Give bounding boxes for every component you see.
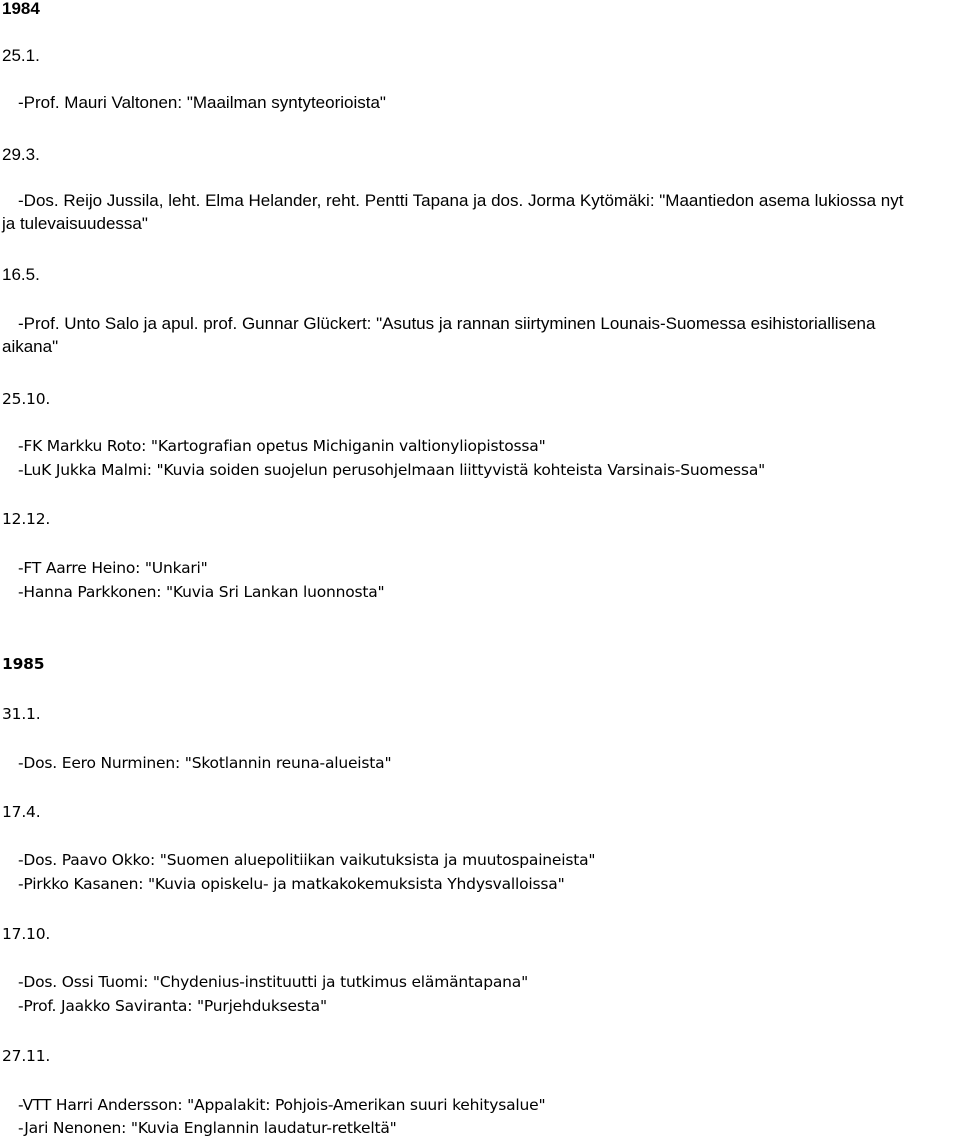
lecture-date: 12.12.: [2, 510, 51, 528]
lecture-line: -Pirkko Kasanen: "Kuvia opiskelu- ja matkakokemuksista Yhdysvalloissa": [18, 875, 565, 893]
lecture-date: 17.4.: [2, 803, 41, 821]
lecture-line: -Dos. Reijo Jussila, leht. Elma Helander, reht. Pentti Tapana ja dos. Jorma Kytömäki: "Maantiedon asema lukiossa nyt: [18, 191, 904, 210]
lecture-line: -Dos. Eero Nurminen: "Skotlannin reuna-alueista": [18, 754, 392, 772]
lecture-line: -Prof. Jaakko Saviranta: "Purjehduksesta": [18, 997, 327, 1015]
lecture-date: 17.10.: [2, 925, 51, 943]
lecture-date: 25.1.: [2, 46, 40, 65]
lecture-line: -FK Markku Roto: "Kartografian opetus Michiganin valtionyliopistossa": [18, 437, 546, 455]
lecture-date: 31.1.: [2, 705, 41, 723]
year-heading: 1984: [2, 0, 40, 18]
lecture-date: 29.3.: [2, 145, 40, 164]
lecture-line: ja tulevaisuudessa": [2, 214, 148, 233]
lecture-date: 16.5.: [2, 265, 40, 284]
lecture-line: -Jari Nenonen: "Kuvia Englannin laudatur-retkeltä": [18, 1119, 397, 1137]
lecture-line: -Prof. Unto Salo ja apul. prof. Gunnar Glückert: "Asutus ja rannan siirtyminen Lounais-Suomessa esihistoriallisena: [18, 314, 876, 333]
lecture-line: -Hanna Parkkonen: "Kuvia Sri Lankan luonnosta": [18, 583, 385, 601]
lecture-line: aikana": [2, 337, 59, 356]
lecture-line: -Dos. Ossi Tuomi: "Chydenius-instituutti ja tutkimus elämäntapana": [18, 973, 528, 991]
lecture-line: -LuK Jukka Malmi: "Kuvia soiden suojelun perusohjelmaan liittyvistä kohteista Varsinais-Suomessa": [18, 461, 766, 479]
lecture-line: -Prof. Mauri Valtonen: "Maailman syntyteorioista": [18, 93, 386, 112]
lecture-date: 27.11.: [2, 1047, 51, 1065]
year-heading: 1985: [2, 655, 45, 673]
lecture-line: -FT Aarre Heino: "Unkari": [18, 559, 208, 577]
lecture-line: -VTT Harri Andersson: "Appalakit: Pohjois-Amerikan suuri kehitysalue": [18, 1096, 546, 1114]
lecture-line: -Dos. Paavo Okko: "Suomen aluepolitiikan vaikutuksista ja muutospaineista": [18, 851, 596, 869]
lecture-date: 25.10.: [2, 390, 51, 408]
